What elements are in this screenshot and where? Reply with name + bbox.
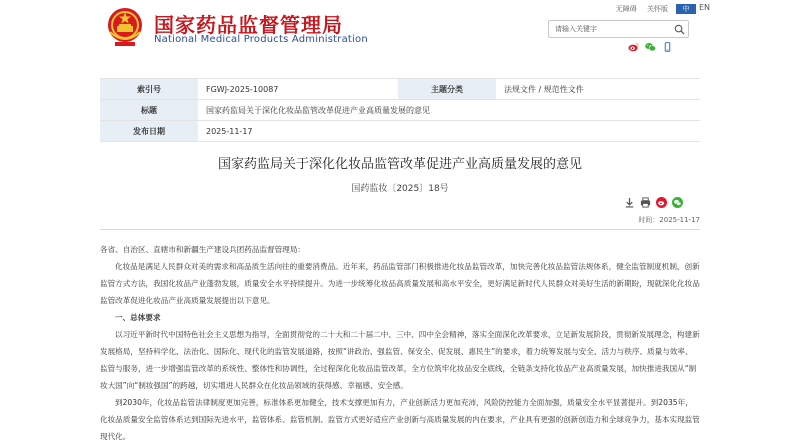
search-input[interactable] xyxy=(555,23,665,35)
site-subtitle: National Medical Products Administration xyxy=(154,34,368,45)
salutation: 各省、自治区、直辖市和新疆生产建设兵团药品监督管理局： xyxy=(100,245,306,254)
site-title[interactable]: 国家药品监督管理局 xyxy=(154,13,343,37)
intro-paragraph: 化妆品是满足人民群众对美的需求和高品质生活向往的重要消费品。近年来，药品监管部门积极推进化妆品监管改革，加快完善化妆品监管法规体系，健全监管制度机制，创新监管方式方法，我国化妆品产业蓬勃发展，质量安全水平持续提升。为进一步统筹化妆品高质量发展和高水平安全，更好满足新时代人民群众对美好生活的新期盼，现就深化化妆品监管改革促进化妆品产业高质量发展提出以下意见。 xyxy=(100,262,700,305)
date-label: 发布日期 xyxy=(100,121,198,141)
title-value: 国家药监局关于深化化妆品监管改革促进产业高质量发展的意见 xyxy=(206,106,430,115)
mobile-icon[interactable] xyxy=(662,42,673,52)
weibo-icon[interactable] xyxy=(628,42,639,52)
meta-row-title xyxy=(100,100,700,121)
document-meta-table xyxy=(100,78,700,142)
document-body xyxy=(100,241,700,445)
title-label: 标题 xyxy=(100,100,198,120)
lang-chinese-button[interactable]: 中 xyxy=(676,4,696,14)
publish-date: 时间：2025-11-17 xyxy=(638,216,700,224)
section-heading: 一、总体要求 xyxy=(115,313,161,322)
site-header xyxy=(0,0,800,58)
accessibility-link[interactable]: 无障碍 xyxy=(615,5,637,13)
national-emblem-icon[interactable] xyxy=(105,6,145,50)
divider xyxy=(100,229,700,230)
search-box xyxy=(548,20,689,38)
top-links xyxy=(608,4,668,14)
category-value: 法规文件 / 规范性文件 xyxy=(504,85,584,94)
document-number: 国药监妆〔2025〕18号 xyxy=(351,184,449,194)
wechat-share-icon[interactable] xyxy=(672,197,683,208)
weibo-share-icon[interactable] xyxy=(656,197,667,208)
date-value: 2025-11-17 xyxy=(206,127,253,136)
meta-row-index xyxy=(100,79,700,100)
wechat-icon[interactable] xyxy=(645,42,656,52)
meta-row-date xyxy=(100,121,700,142)
index-value: FGWJ-2025-10087 xyxy=(206,85,279,94)
social-share-bar xyxy=(628,42,673,52)
document-tools xyxy=(624,197,683,208)
body-paragraph: 以习近平新时代中国特色社会主义思想为指导，全面贯彻党的二十大和二十届二中、三中、四中全会精神，落实全面深化改革要求，立足新发展阶段，贯彻新发展理念，构建新发展格局，坚持科学化、法治化、国际化、现代化的监管发展道路，按照“讲政治、强监管、保安全、促发展、惠民生”的要求，着力统筹发展与安全、活力与秩序、质量与效率、监管与服务，进一步增强监管改革的系统性、整体性和协调性，全过程深化化妆品监管改革，全方位筑牢化妆品安全底线，全链条支持化妆品产业高质量发展，加快推进我国从“制妆大国”向“制妆强国”的跨越，切实增进人民群众在化妆品领域的获得感、幸福感、安全感。 xyxy=(100,330,700,390)
download-icon[interactable] xyxy=(624,197,635,208)
document-title: 国家药监局关于深化化妆品监管改革促进产业高质量发展的意见 xyxy=(217,157,582,172)
category-label: 主题分类 xyxy=(398,79,496,99)
index-label: 索引号 xyxy=(100,79,198,99)
care-mode-link[interactable]: 关怀版 xyxy=(647,5,668,13)
body-paragraph: 到2030年，化妆品监管法律制度更加完善，标准体系更加健全，技术支撑更加有力，产业创新活力更加充沛，风险防控能力全面加强，质量安全水平显著提升。到2035年，化妆品质量安全监管体系达到国际先进水平，监管体系、监管机制、监管方式更好适应产业创新与高质量发展的内在要求，产业具有更强的创新创造力和全球竞争力，基本实现监管现代化。 xyxy=(100,398,700,441)
print-icon[interactable] xyxy=(640,197,651,208)
search-icon[interactable] xyxy=(674,24,685,35)
lang-english-link[interactable]: EN xyxy=(699,3,711,12)
